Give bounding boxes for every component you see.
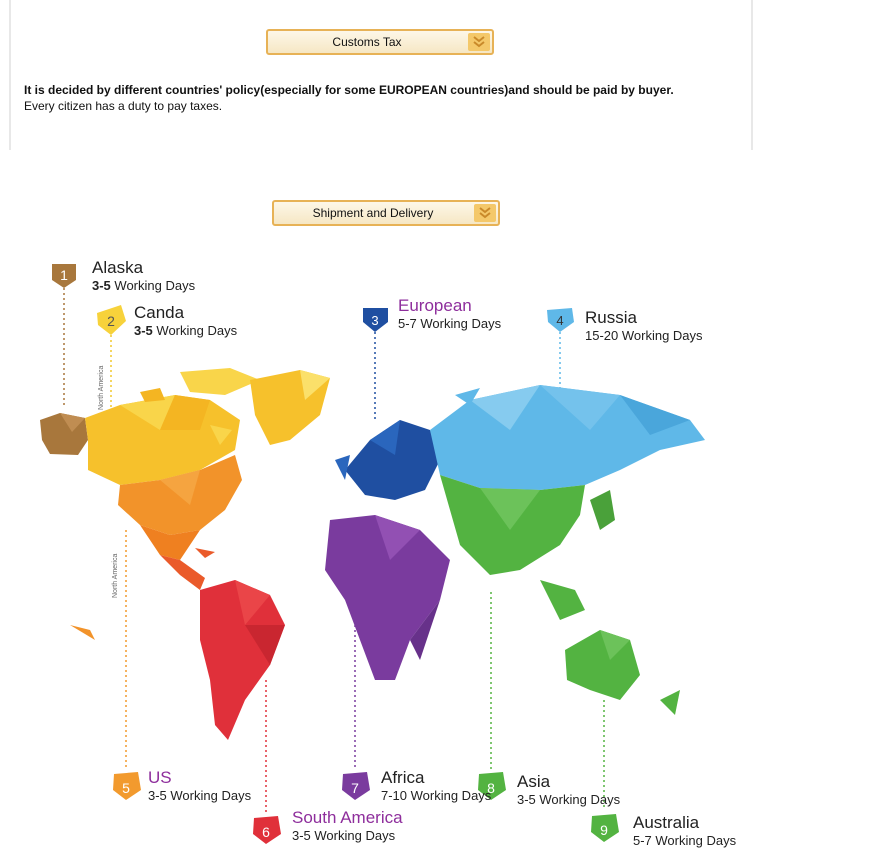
canada-days-number: 3-5 [134,323,153,338]
alaska-label [92,258,195,293]
svg-text:8: 8 [487,780,495,796]
russia-name: Russia [585,308,637,327]
australia-label [633,813,736,848]
shipment-delivery-title: Shipment and Delivery [312,206,434,220]
russia-badge [547,308,574,332]
north-america-side-label: North America [112,553,119,598]
north-america-side-label: North America [98,365,105,410]
africa-days: 7-10 Working Days [381,788,492,803]
canada-name: Canda [134,303,185,322]
svg-text:6: 6 [262,824,270,840]
us-badge [113,772,141,800]
europe-days: 5-7 Working Days [398,316,502,331]
customs-tax-text: Every citizen has a duty to pay taxes. [24,99,223,113]
south-america-days: 3-5 Working Days [292,828,396,843]
svg-text:2: 2 [107,313,115,329]
russia-days: 15-20 Working Days [585,328,703,343]
russia-label [585,308,703,343]
europe-label [398,296,501,331]
africa-label [381,768,491,803]
canada-badge [97,305,126,335]
australia-name: Australia [633,813,700,832]
africa-name: Africa [381,768,425,787]
svg-text:1: 1 [60,267,68,283]
svg-text:7: 7 [351,780,359,796]
australia-badge [591,814,619,842]
alaska-name: Alaska [92,258,144,277]
asia-label [517,772,620,807]
alaska-days-number: 3-5 [92,278,111,293]
us-name: US [148,768,172,787]
svg-text:3: 3 [371,313,379,328]
svg-text:5: 5 [122,780,130,796]
south-america-name: South America [292,808,403,827]
svg-text:4: 4 [556,313,564,328]
africa-badge [342,772,370,800]
south-america-badge [253,816,281,844]
alaska-badge [52,264,76,288]
alaska-days-text: Working Days [114,278,196,293]
europe-badge [363,308,388,332]
europe-name: European [398,296,472,315]
asia-name: Asia [517,772,551,791]
canada-label [134,303,237,338]
us-days: 3-5 Working Days [148,788,252,803]
us-label [148,768,251,803]
south-america-label [292,808,403,843]
asia-days: 3-5 Working Days [517,792,621,807]
customs-tax-title: Customs Tax [332,35,402,49]
svg-text:9: 9 [600,822,608,838]
canada-days-text: Working Days [156,323,238,338]
customs-tax-text-bold: It is decided by different countries' policy(especially for some EUROPEAN countries)and should be paid by buyer. [24,83,674,97]
australia-days: 5-7 Working Days [633,833,737,848]
